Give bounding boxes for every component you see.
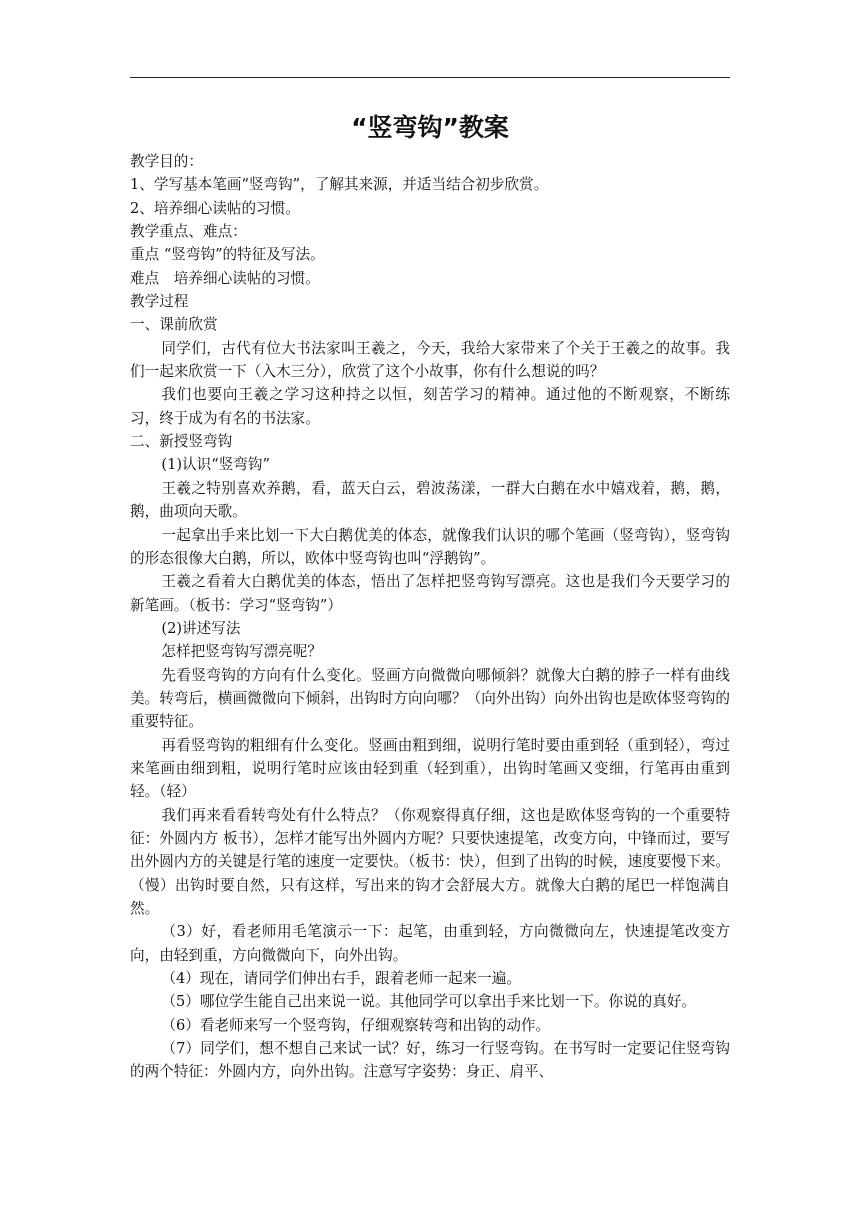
paragraph: 王羲之特别喜欢养鹅，看，蓝天白云，碧波荡漾，一群大白鹅在水中嬉戏着，鹅，鹅，鹅，曲项向天歌。	[130, 479, 730, 521]
paragraph: 难点 培养细心读帖的习惯。	[130, 269, 320, 287]
paragraph: 重点 “竖弯钩”的特征及写法。	[130, 246, 325, 264]
paragraph: 一起拿出手来比划一下大白鹅优美的体态，就像我们认识的哪个笔画（竖弯钩），竖弯钩的形态很像大白鹅，所以，欧体中竖弯钩也叫“浮鹅钩”。	[130, 526, 730, 567]
paragraph: 教学过程	[130, 293, 189, 311]
paragraph: 1、学写基本笔画“竖弯钩”，了解其来源，并适当结合初步欣赏。	[130, 176, 549, 194]
paragraph: 再看竖弯钩的粗细有什么变化。竖画由粗到细，说明行笔时要由重到轻（重到轻），弯过来笔画由细到粗，说明行笔时应该由轻到重（轻到重），出钩时笔画又变细，行笔再由重到轻。（轻）	[130, 736, 730, 801]
paragraph: 教学重点、难点：	[130, 223, 247, 241]
paragraph: 一、课前欣赏	[130, 316, 218, 334]
paragraph: 教学目的：	[130, 153, 203, 170]
paragraph: 王羲之看着大白鹅优美的体态，悟出了怎样把竖弯钩写漂亮。这也是我们今天要学习的新笔画。（板书：学习“竖弯钩”）	[130, 573, 730, 614]
paragraph: 2、培养细心读帖的习惯。	[130, 199, 300, 217]
paragraph: (2)讲述写法	[161, 619, 241, 637]
paragraph: 二、新授竖弯钩	[130, 433, 233, 451]
paragraph: 同学们，古代有位大书法家叫王羲之，今天，我给大家带来了个关于王羲之的故事。我们一起来欣赏一下（入木三分），欣赏了这个小故事，你有什么想说的吗？	[130, 339, 730, 381]
paragraph: （3）好，看老师用毛笔演示一下：起笔，由重到轻，方向微微向左，快速提笔改变方向，由轻到重，方向微微向下，向外出钩。	[130, 923, 730, 964]
paragraph: 我们再来看看转弯处有什么特点？（你观察得真仔细，这也是欧体竖弯钩的一个重要特征：外圆内方 板书），怎样才能写出外圆内方呢？只要快速提笔，改变方向，中锋而过，要写出外圆内方的关键是行笔的速度一定要快。（板书：快），但到了出钩的时候，速度要慢下来。（慢）出钩时要自然，只有这样，写出来的钩才会舒展大方。就像大白鹅的尾巴一样饱满自然。	[130, 806, 730, 917]
paragraph: (1)认识“竖弯钩”	[161, 456, 270, 474]
paragraph: （7）同学们，想不想自己来试一试？好，练习一行竖弯钩。在书写时一定要记住竖弯钩的两个特征：外圆内方，向外出钩。注意写字姿势：身正、肩平、	[130, 1040, 730, 1081]
header-rule	[130, 77, 730, 78]
paragraph: 先看竖弯钩的方向有什么变化。竖画方向微微向哪倾斜？就像大白鹅的脖子一样有曲线美。转弯后，横画微微向下倾斜，出钩时方向向哪？（向外出钩）向外出钩也是欧体竖弯钩的重要特征。	[130, 666, 730, 731]
paragraph: （5）哪位学生能自己出来说一说。其他同学可以拿出手来比划一下。你说的真好。	[161, 993, 697, 1011]
document-body	[130, 150, 730, 1084]
paragraph: （4）现在，请同学们伸出右手，跟着老师一起来一遍。	[161, 970, 521, 988]
paragraph: 我们也要向王羲之学习这种持之以恒，刻苦学习的精神。通过他的不断观察，不断练习，终于成为有名的书法家。	[130, 386, 730, 427]
document-title: “竖弯钩”教案	[351, 113, 509, 142]
paragraph: （6）看老师来写一个竖弯钩，仔细观察转弯和出钩的动作。	[161, 1016, 551, 1034]
paragraph: 怎样把竖弯钩写漂亮呢？	[161, 643, 322, 661]
